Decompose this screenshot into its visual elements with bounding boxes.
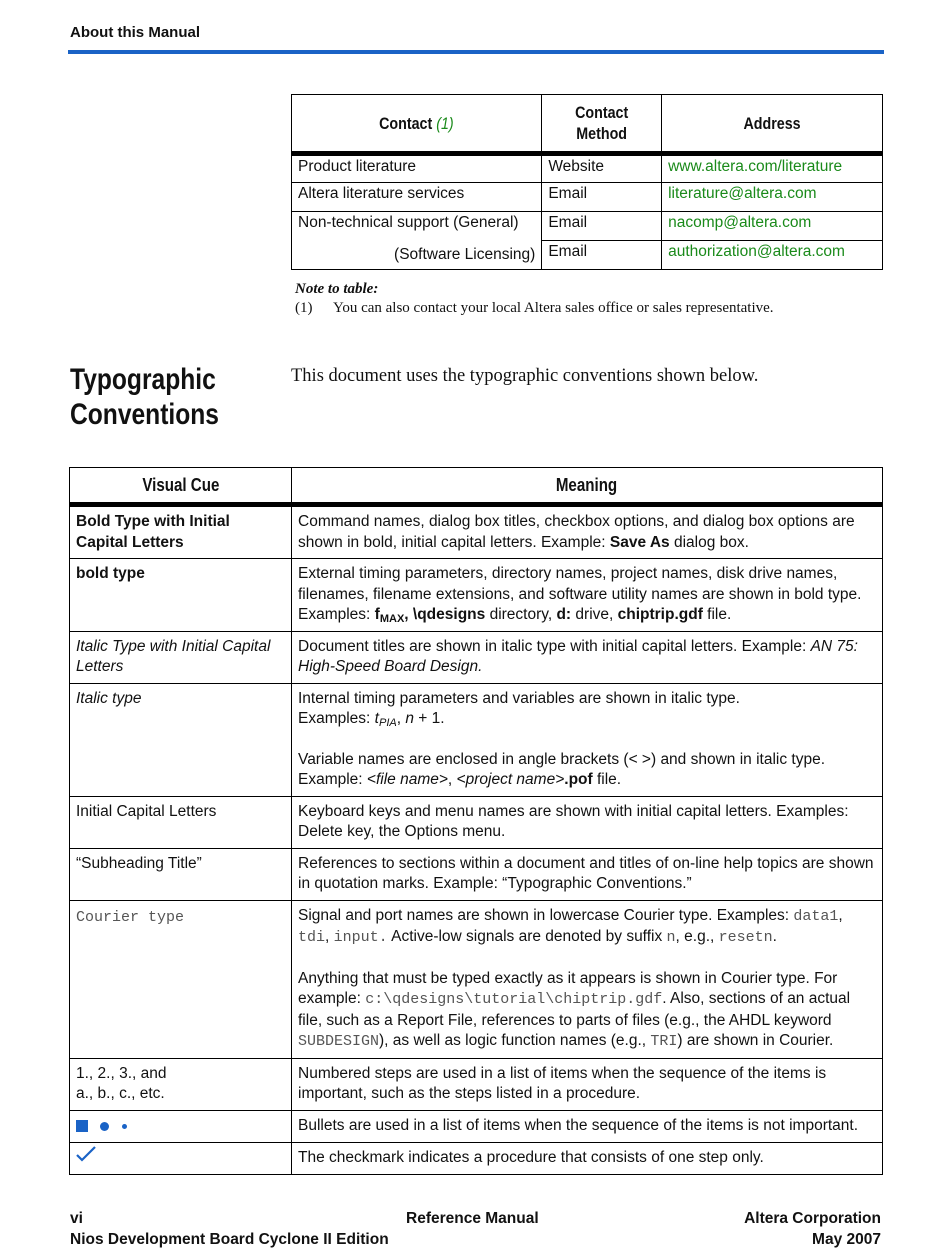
visual-cue: bold type <box>70 559 292 632</box>
meaning-header <box>292 468 883 505</box>
meaning: Keyboard keys and menu names are shown with initial capital letters. Examples: Delete key, the Options menu. <box>292 796 883 848</box>
meaning-header-label: Meaning <box>556 474 618 495</box>
meaning-text: + 1. <box>413 710 445 727</box>
contact-cell: Altera literature services <box>292 183 542 212</box>
visual-cue <box>70 1143 292 1175</box>
meaning-text: Document titles are shown in italic type with initial capital letters. Example: <box>298 637 811 655</box>
edition-name: Nios Development Board Cyclone II Edition <box>70 1231 389 1248</box>
meaning-text: Variable names are enclosed in angle brackets (< >) and shown in italic type. <box>298 750 826 768</box>
meaning-text: External timing parameters, directory names, project names, disk drive names, filenames, filename extensions, and software utility names are shown in bold type. Examples: <box>298 565 862 623</box>
running-header: About this Manual <box>70 24 200 41</box>
fmax-subscript: MAX <box>379 613 405 625</box>
meaning-mono: c:\qdesigns\tutorial\chiptrip.gdf <box>365 991 663 1008</box>
meaning-text: Signal and port names are shown in lowercase Courier type. Examples: <box>298 906 794 924</box>
meaning-mono: tdi <box>298 929 326 946</box>
meaning-mono: resetn <box>718 929 773 946</box>
round-bullet-icon <box>100 1122 109 1131</box>
contact-note-ref[interactable]: (1) <box>436 113 454 133</box>
fmax-f: f <box>374 606 380 623</box>
contact-header-label: Contact <box>379 113 433 133</box>
contact-cell: (Software Licensing) <box>292 241 542 270</box>
table-note-text: You can also contact your local Altera sales office or sales representative. <box>333 300 774 316</box>
table-row <box>70 848 883 900</box>
meaning-italic: AN 75: High-Speed Board Design. <box>298 637 858 675</box>
meaning-text: , <box>396 710 406 727</box>
manual-name: Reference Manual <box>406 1210 539 1227</box>
meaning: Bullets are used in a list of items when the sequence of the items is not important. <box>292 1110 883 1143</box>
meaning-mono: data1 <box>793 907 839 925</box>
company-name: Altera Corporation <box>744 1210 881 1227</box>
contact-header <box>292 95 542 154</box>
meaning-text: Internal timing parameters and variables are shown in italic type. <box>298 689 740 707</box>
method-header <box>542 95 662 154</box>
meaning-text: ) are shown in Courier. <box>677 1032 834 1049</box>
meaning-text: . Also, sections of an actual file, such as a Report File, references to parts of files (e.g., the AHDL keyword <box>298 990 851 1029</box>
address-link[interactable]: literature@altera.com <box>662 183 883 212</box>
section-intro: This document uses the typographic conventions shown below. <box>291 366 759 386</box>
page-number: vi <box>70 1210 83 1227</box>
table-row <box>70 631 883 683</box>
publish-date: May 2007 <box>812 1231 881 1248</box>
table-note-number: (1) <box>295 300 313 316</box>
table-row <box>292 183 883 212</box>
header-rule <box>68 50 884 54</box>
meaning-text: , <box>325 928 334 945</box>
visual-cue <box>70 1058 292 1110</box>
meaning-text: Examples: <box>298 710 375 727</box>
visual-cue: “Subheading Title” <box>70 848 292 900</box>
method-header-line1: Contact <box>575 103 629 122</box>
meaning <box>292 559 883 632</box>
meaning-text: file. <box>592 771 622 788</box>
meaning-mono: input. <box>333 929 388 946</box>
table-row <box>70 1058 883 1110</box>
checkmark-icon <box>76 1146 96 1162</box>
method-cell: Website <box>542 154 662 183</box>
meaning: Numbered steps are used in a list of items when the sequence of the items is important, such as the steps listed in a procedure. <box>292 1058 883 1110</box>
table-row <box>70 796 883 848</box>
meaning-bold: , \qdesigns <box>404 606 486 623</box>
meaning-mono: TRI <box>650 1033 678 1050</box>
meaning-mono: SUBDESIGN <box>298 1033 380 1050</box>
meaning <box>292 900 883 1058</box>
table-row <box>70 505 883 559</box>
meaning-text: Command names, dialog box titles, checkbox options, and dialog box options are shown in bold, initial capital letters. Example: <box>298 513 855 551</box>
method-cell: Email <box>542 212 662 241</box>
meaning-text: , <box>838 906 843 924</box>
visual-cue: Initial Capital Letters <box>70 796 292 848</box>
meaning-italic: <file name> <box>366 771 448 788</box>
table-note <box>295 300 774 317</box>
visual-cue <box>70 1110 292 1143</box>
table-row <box>292 154 883 183</box>
contact-cell: Non-technical support (General) <box>292 212 542 241</box>
meaning <box>292 505 883 559</box>
meaning-bold <box>375 606 486 623</box>
meaning <box>292 683 883 796</box>
meaning-text: Active-low signals are denoted by suffix <box>387 928 667 945</box>
contact-table <box>291 94 883 270</box>
small-bullet-icon <box>122 1124 127 1129</box>
tpia-subscript: PIA <box>378 717 397 729</box>
visual-cue-header <box>70 468 292 505</box>
paragraph-gap <box>298 949 876 969</box>
meaning: References to sections within a document and titles of on-line help topics are shown in quotation marks. Example: “Typographic Conventions.” <box>292 848 883 900</box>
square-bullet-icon <box>76 1120 88 1132</box>
address-header <box>662 95 883 154</box>
meaning: The checkmark indicates a procedure that consists of one step only. <box>292 1143 883 1175</box>
table-row <box>70 900 883 1058</box>
method-header-line2: Method <box>576 124 628 143</box>
conventions-table <box>69 467 883 1175</box>
table-row <box>292 241 883 270</box>
visual-cue-header-label: Visual Cue <box>141 474 220 495</box>
meaning-text: , e.g., <box>675 928 719 945</box>
paragraph-gap <box>298 730 876 750</box>
table-row <box>70 683 883 796</box>
address-header-label: Address <box>743 113 801 133</box>
conventions-header <box>70 468 883 505</box>
meaning-bold: d: <box>556 606 572 623</box>
contact-cell: Product literature <box>292 154 542 183</box>
table-row <box>70 1110 883 1143</box>
visual-cue: Italic type <box>70 683 292 796</box>
visual-cue: Italic Type with Initial Capital Letters <box>70 631 292 683</box>
method-cell: Email <box>542 241 662 270</box>
section-heading-line1: Typographic <box>70 363 216 396</box>
meaning-italic: n <box>405 710 414 727</box>
address-link[interactable]: nacomp@altera.com <box>662 212 883 241</box>
meaning-text: . <box>772 928 777 945</box>
meaning-italic: <project name> <box>456 771 565 788</box>
table-row <box>70 559 883 632</box>
table-note-heading: Note to table: <box>295 281 379 297</box>
method-cell: Email <box>542 183 662 212</box>
visual-cue: Courier type <box>70 900 292 1058</box>
meaning-text: Example: <box>298 771 367 788</box>
visual-cue-line2: a., b., c., etc. <box>76 1085 165 1102</box>
meaning-text: ), as well as logic function names (e.g., <box>379 1032 651 1049</box>
meaning-text: dialog box. <box>669 533 749 551</box>
meaning-text: drive, <box>571 606 618 623</box>
visual-cue-line1: 1., 2., 3., and <box>76 1064 167 1082</box>
visual-cue: Bold Type with Initial Capital Letters <box>70 505 292 559</box>
meaning-bold: Save As <box>609 533 670 551</box>
table-row <box>292 212 883 241</box>
address-link[interactable]: www.altera.com/literature <box>662 154 883 183</box>
meaning-text: Anything that must be typed exactly as it appears is shown in Courier type. For example: <box>298 969 838 1007</box>
meaning <box>292 631 883 683</box>
meaning-bold: chiptrip.gdf <box>617 606 703 623</box>
address-link[interactable]: authorization@altera.com <box>662 241 883 270</box>
meaning-mono: n <box>666 929 676 946</box>
meaning-italic: t <box>374 710 379 727</box>
meaning-text: file. <box>702 606 732 623</box>
contact-table-header <box>292 95 883 154</box>
section-heading-line2: Conventions <box>70 398 219 431</box>
meaning-bold: .pof <box>564 771 593 788</box>
meaning-text: directory, <box>485 606 557 623</box>
meaning-text: , <box>447 771 457 788</box>
table-row <box>70 1143 883 1175</box>
section-heading <box>70 362 267 432</box>
